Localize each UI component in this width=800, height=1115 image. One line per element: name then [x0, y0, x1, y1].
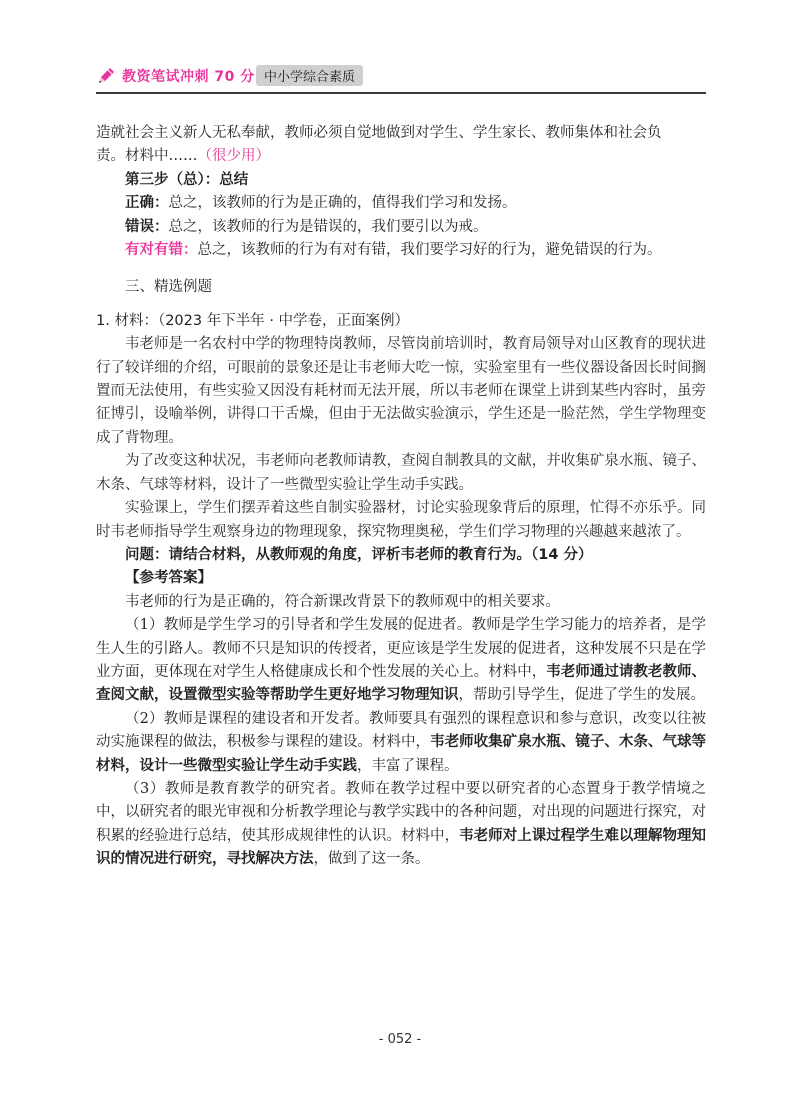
- answer-point-1: [96, 614, 706, 708]
- material-paragraph-2: 为了改变这种状况，韦老师向老教师请教，查阅自制教具的文献，并收集矿泉水瓶、镜子、木条、气球等材料，设计了一些微型实验让学生动手实践。: [96, 453, 706, 493]
- page-content: [96, 122, 706, 872]
- point-1-end: ，帮助引导学生，促进了学生的发展。: [458, 687, 705, 704]
- question-1-title: 1. 材料：（2023 年下半年 · 中学卷，正面案例）: [96, 312, 410, 329]
- point-3-text: （3）教师是教育教学的研究者。教师在教学过程中要以研究者的心态置身于教学情境之中，以研究者的眼光审视和分析教学理论与教学实践中的各种问题，对出现的问题进行探究，对积累的经验进行总结，使其形成规律性的认识。材料中，: [96, 780, 706, 844]
- wrong-line: [96, 216, 706, 239]
- answer-label: 【参考答案】: [125, 570, 212, 587]
- header-tag: 中小学综合素质: [256, 65, 363, 86]
- point-3-end: ，做到了这一条。: [313, 851, 430, 868]
- point-2-text: （2）教师是课程的建设者和开发者。教师要具有强烈的课程意识和参与意识，改变以往被动实施课程的做法，积极参与课程的建设。材料中，: [96, 710, 706, 751]
- mixed-line: [96, 239, 706, 262]
- page-header: [96, 62, 706, 94]
- mixed-text: 总之，该教师的行为有对有错，我们要学习好的行为，避免错误的行为。: [197, 242, 662, 259]
- point-3-emphasis: 韦老师对上课过程学生难以理解物理知识的情况进行研究，寻找解决方法: [96, 827, 706, 868]
- section-title: 三、精选例题: [125, 279, 212, 296]
- correct-line: [96, 192, 706, 215]
- mixed-label: 有对有错：: [125, 242, 198, 259]
- usage-note: （很少用）: [197, 148, 270, 165]
- material-paragraph-3: 实验课上，学生们摆弄着这些自制实验器材，讨论实验现象背后的原理，忙得不亦乐乎。同时韦老师指导学生观察身边的物理现象，探究物理奥秘，学生们学习物理的兴趣越来越浓了。: [96, 500, 706, 540]
- pencil-icon: [96, 66, 116, 86]
- intro-line-1: 造就社会主义新人无私奉献，教师必须自觉地做到对学生、学生家长、教师集体和社会负: [96, 125, 662, 141]
- question-prompt: 问题：请结合材料，从教师观的角度，评析韦老师的教育行为。（14 分）: [125, 546, 593, 563]
- answer-point-3: [96, 778, 706, 872]
- point-2-emphasis: 韦老师收集矿泉水瓶、镜子、木条、气球等材料，设计一些微型实验让学生动手实践: [96, 734, 706, 774]
- correct-label: 正确：: [125, 195, 169, 212]
- point-1-emphasis: 韦老师通过请教老教师、查阅文献，设置微型实验等帮助学生更好地学习物理知识: [96, 663, 707, 704]
- intro-line-2: [96, 145, 706, 168]
- point-1-text: （1）教师是学生学习的引导者和学生发展的促进者。教师是学生学习能力的培养者，是学生人生的引路人。教师不只是知识的传授者，更应该是学生发展的促进者，这种发展不只是在学业方面，更体现在对学生人格健康成长和个性发展的关心上。材料中，: [96, 617, 706, 680]
- point-2-end: ，丰富了课程。: [357, 757, 459, 774]
- correct-text: 总之，该教师的行为是正确的，值得我们学习和发扬。: [168, 195, 517, 212]
- answer-intro: 韦老师的行为是正确的，符合新课改背景下的教师观中的相关要求。: [125, 593, 560, 610]
- wrong-text: 总之，该教师的行为是错误的，我们要引以为戒。: [168, 218, 488, 235]
- step3-title: 第三步（总）：总结: [125, 171, 249, 188]
- header-title: 教资笔试冲刺 70 分: [122, 69, 255, 85]
- answer-point-2: [96, 708, 706, 778]
- page-number: - 052 -: [378, 1032, 422, 1047]
- intro-line-2-text: 责。材料中……: [96, 148, 198, 165]
- wrong-label: 错误：: [125, 218, 169, 235]
- material-paragraph-1: 韦老师是一名农村中学的物理特岗教师，尽管岗前培训时，教育局领导对山区教育的现状进行了较详细的介绍，可眼前的景象还是让韦老师大吃一惊，实验室里有一些仪器设备因长时间搁置而无法使用，有些实验又因没有耗材而无法开展，所以韦老师在课堂上讲到某些内容时，虽旁征博引，设喻举例，讲得口干舌燥，但由于无法做实验演示，学生还是一脸茫然，学生学物理变成了背物理。: [96, 336, 706, 446]
